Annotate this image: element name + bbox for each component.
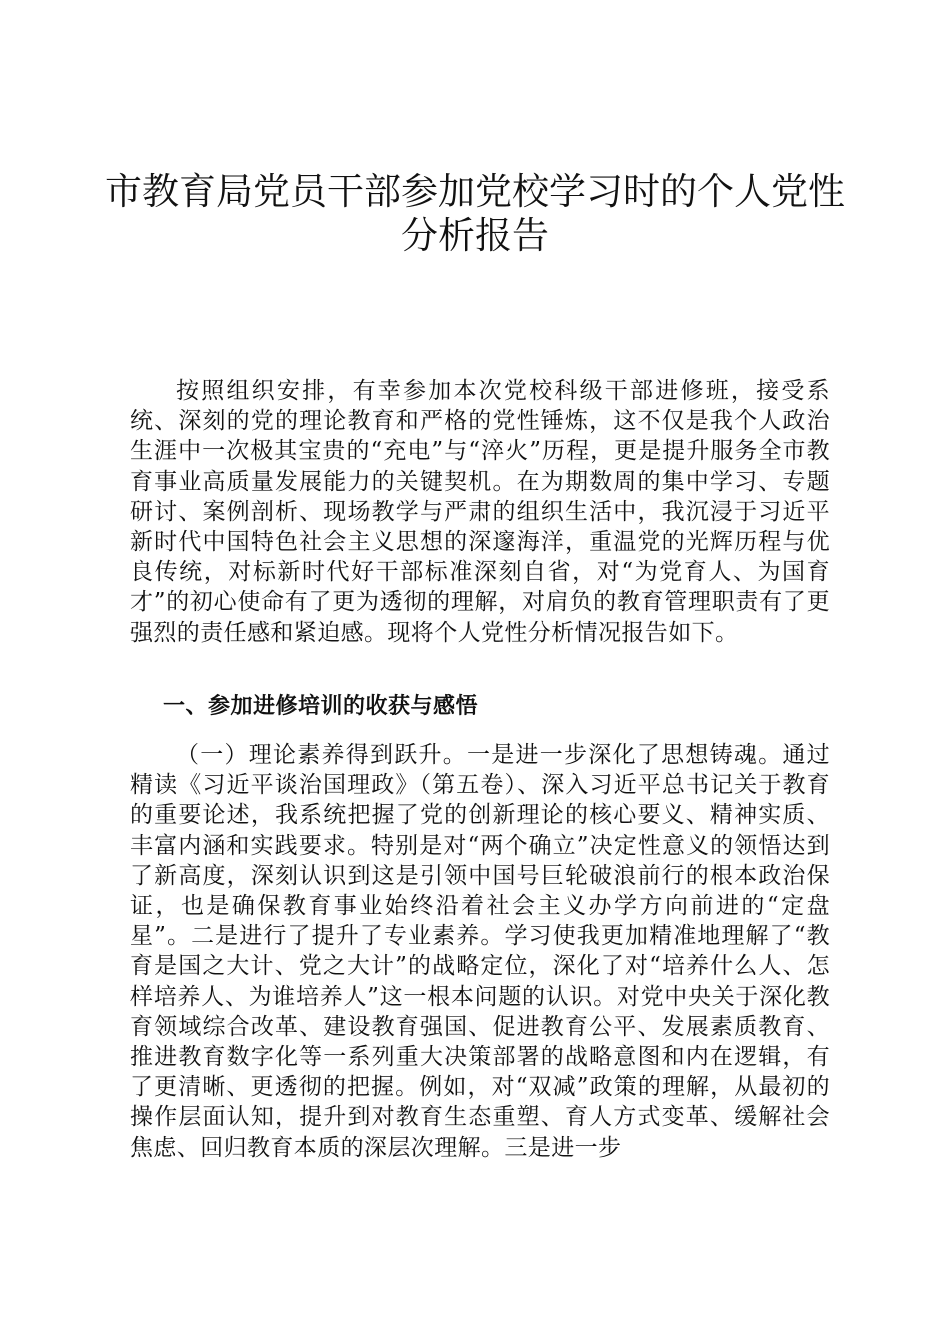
document-title-line-1: 市教育局党员干部参加党校学习时的个人党性 bbox=[105, 170, 845, 213]
document-title bbox=[100, 170, 850, 258]
section-heading-1: 一、参加进修培训的收获与感悟 bbox=[163, 694, 479, 719]
document-title-line-2: 分析报告 bbox=[401, 214, 549, 257]
intro-paragraph: 按照组织安排，有幸参加本次党校科级干部进修班，接受系统、深刻的党的理论教育和严格的党性锤炼，这不仅是我个人政治生涯中一次极其宝贵的“充电”与“淬火”历程，更是提升服务全市教育事业高质量发展能力的关键契机。在为期数周的集中学习、专题研讨、案例剖析、现场教学与严肃的组织生活中，我沉浸于习近平新时代中国特色社会主义思想的深邃海洋，重温党的光辉历程与优良传统，对标新时代好干部标准深刻自省，对“为党育人、为国育才”的初心使命有了更为透彻的理解，对肩负的教育管理职责有了更强烈的责任感和紧迫感。现将个人党性分析情况报告如下。 bbox=[130, 378, 830, 646]
section-1-paragraph: （一）理论素养得到跃升。一是进一步深化了思想铸魂。通过精读《习近平谈治国理政》（第五卷）、深入习近平总书记关于教育的重要论述，我系统把握了党的创新理论的核心要义、精神实质、丰富内涵和实践要求。特别是对“两个确立”决定性意义的领悟达到了新高度，深刻认识到这是引领中国号巨轮破浪前行的根本政治保证，也是确保教育事业始终沿着社会主义办学方向前进的“定盘星”。二是进行了提升了专业素养。学习使我更加精准地理解了“教育是国之大计、党之大计”的战略定位，深化了对“培养什么人、怎样培养人、为谁培养人”这一根本问题的认识。对党中央关于深化教育领域综合改革、建设教育强国、促进教育公平、发展素质教育、推进教育数字化等一系列重大决策部署的战略意图和内在逻辑，有了更清晰、更透彻的把握。例如，对“双减”政策的理解，从最初的操作层面认知，提升到对教育生态重塑、育人方式变革、缓解社会焦虑、回归教育本质的深层次理解。三是进一步 bbox=[130, 742, 830, 1161]
